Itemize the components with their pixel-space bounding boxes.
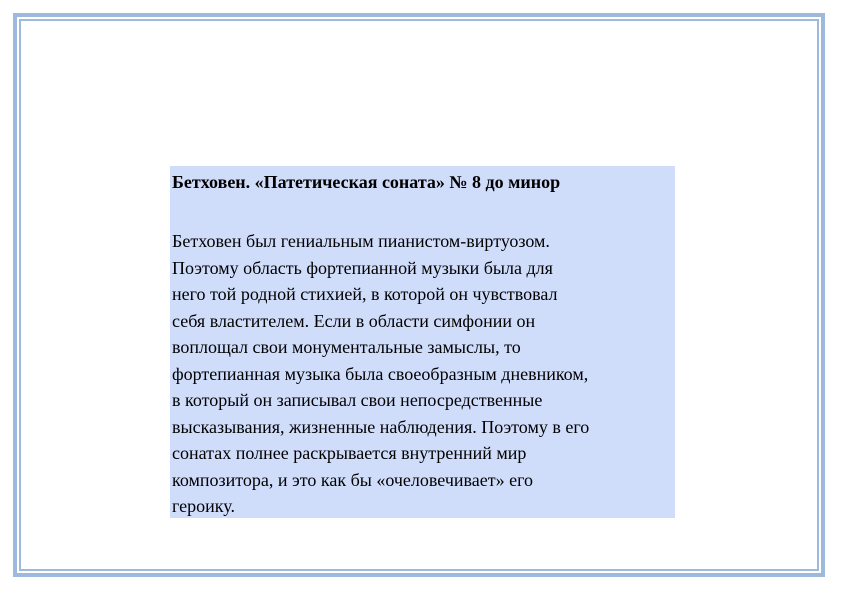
slide-body bbox=[172, 228, 673, 520]
body-line: героику. bbox=[172, 496, 235, 516]
body-line: Поэтому область фортепианной музыки была для bbox=[172, 257, 553, 278]
body-line: высказывания, жизненные наблюдения. Поэтому в его bbox=[172, 416, 590, 437]
slide-title: Бетховен. «Патетическая соната» № 8 до минор bbox=[172, 172, 561, 192]
body-line: себя властителем. Если в области симфонии он bbox=[172, 310, 536, 331]
body-line: композитора, и это как бы «очеловечивает» его bbox=[172, 469, 534, 490]
body-line: Бетховен был гениальным пианистом-виртуозом. bbox=[172, 231, 550, 251]
body-line: воплощал свои монументальные замыслы, то bbox=[172, 337, 521, 357]
text-box bbox=[170, 166, 675, 518]
body-line: него той родной стихией, в которой он чувствовал bbox=[172, 284, 558, 304]
body-line: сонатах полнее раскрывается внутренний мир bbox=[172, 443, 527, 463]
body-line: фортепианная музыка была своеобразным дневником, bbox=[172, 363, 589, 384]
body-line: в который он записывал свои непосредственные bbox=[172, 390, 543, 410]
